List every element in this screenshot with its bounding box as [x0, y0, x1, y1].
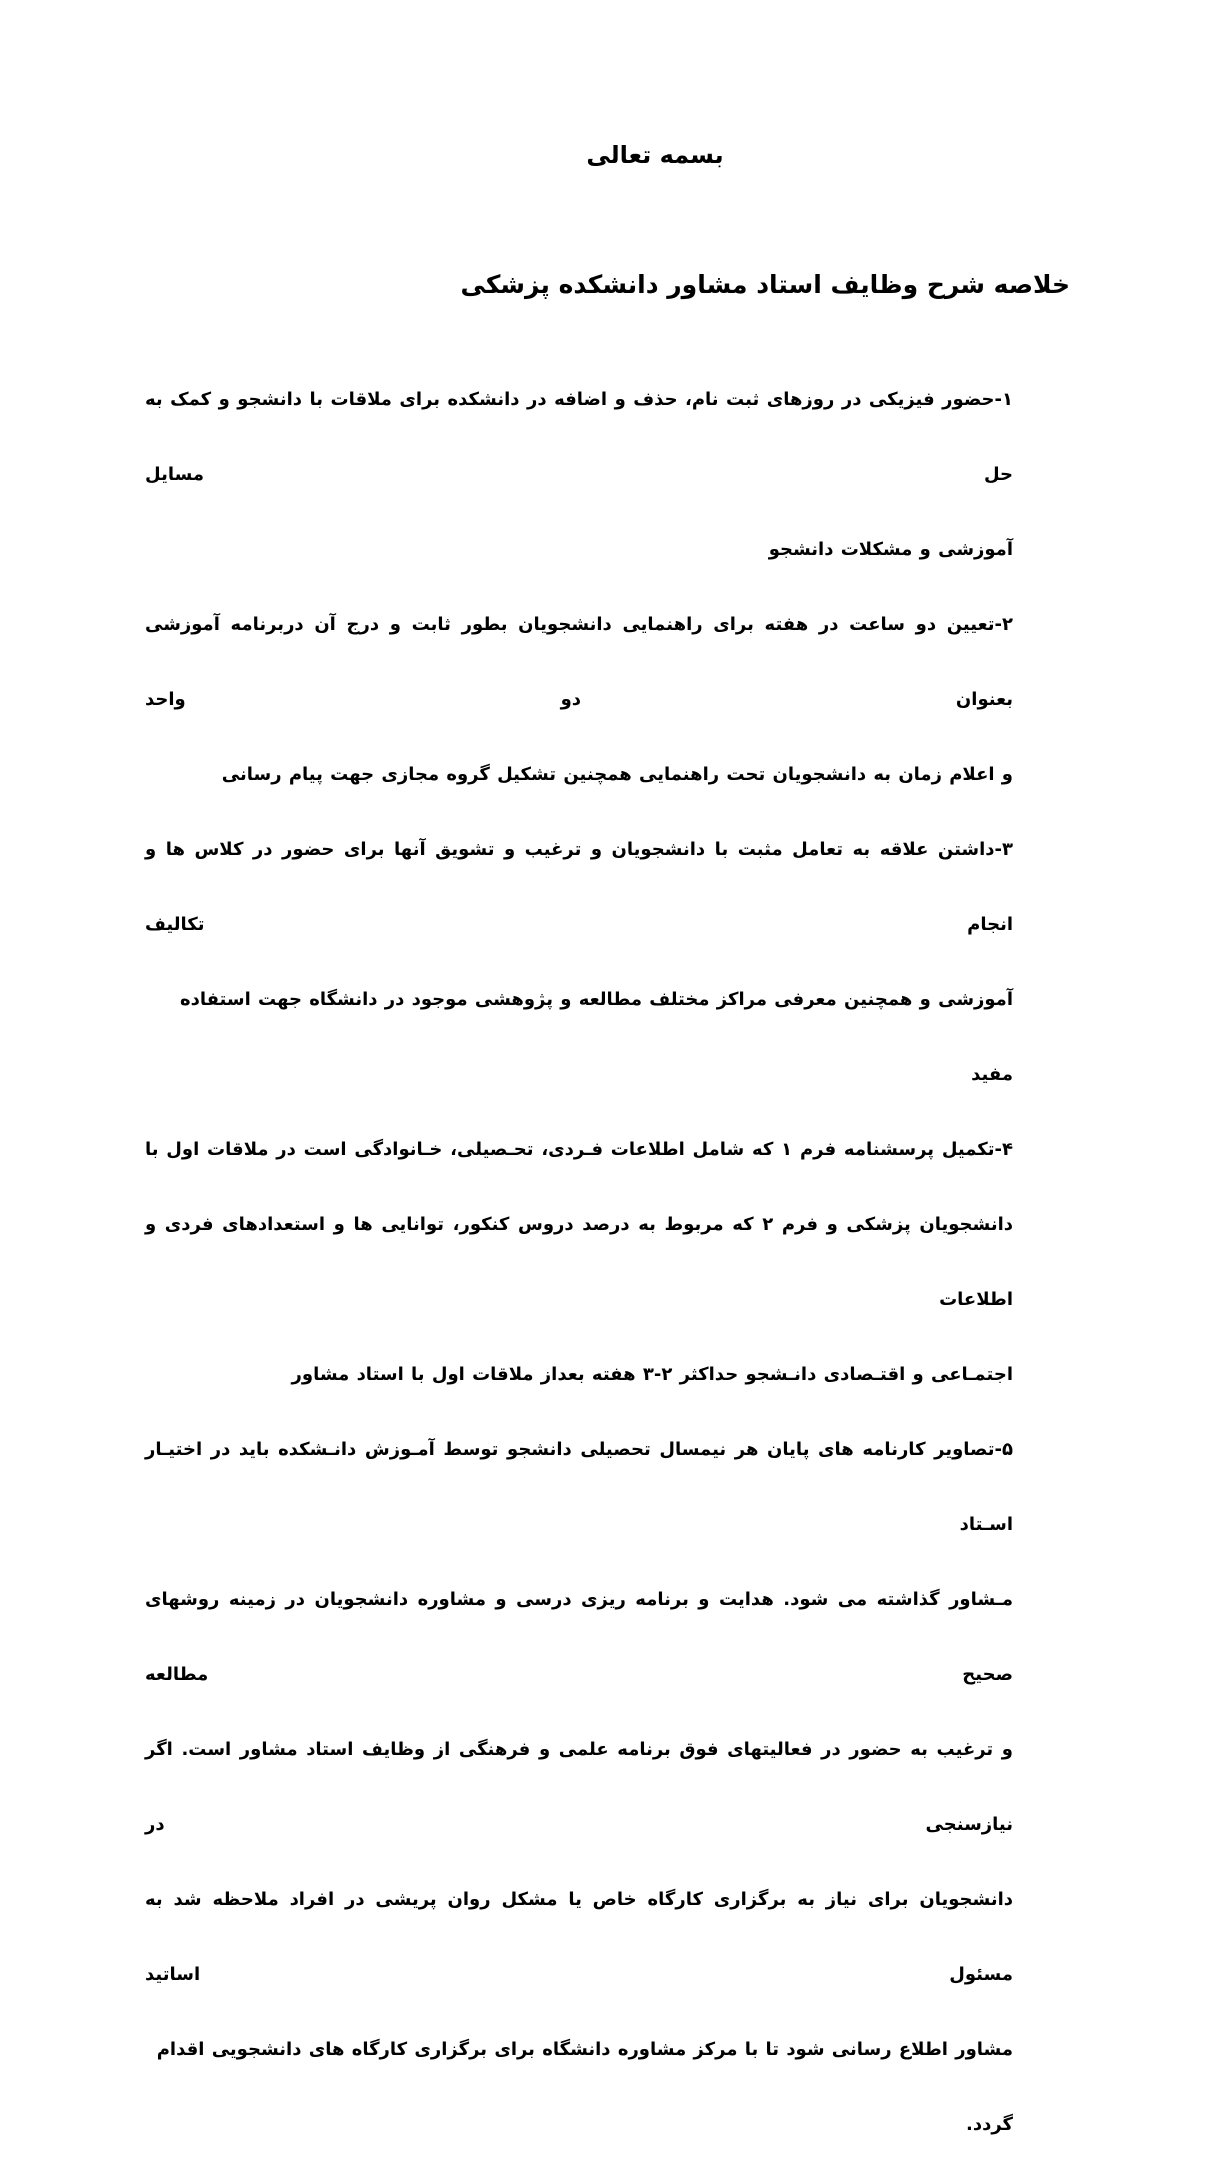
- text-line: ۴-تکمیل پرسشنامه فرم ۱ که شامل اطلاعات فـردی، تحـصیلی، خـانوادگی است در ملاقات اول با: [145, 1139, 1013, 1160]
- text-line: ۲-تعیین دو ساعت در هفته برای راهنمایی دانشجویان بطور ثابت و درج آن دربرنامه آموزشی بعنوان دو واحد: [145, 614, 1013, 710]
- document-page: [0, 140, 1224, 2135]
- text-line: ۵-تصاویر کارنامه های پایان هر نیمسال تحصیلی دانشجو توسط آمـوزش دانـشکده باید در اختیـار اسـتاد: [145, 1439, 1013, 1535]
- text-line: و ترغیب به حضور در فعالیتهای فوق برنامه علمی و فرهنگی از وظایف استاد مشاور است. اگر نیازسنجی در: [145, 1739, 1013, 1835]
- text-line: آموزشی و همچنین معرفی مراکز مختلف مطالعه و پژوهشی موجود در دانشگاه جهت استفاده مفید: [179, 989, 1013, 1085]
- paragraph-5: [145, 1412, 1013, 2162]
- text-line: دانشجویان برای نیاز به برگزاری کارگاه خاص یا مشکل روان پریشی در افراد ملاحظه شد به مسئول اساتید: [145, 1889, 1013, 1985]
- document-body: [145, 362, 1013, 2162]
- paragraph-4: [145, 1112, 1013, 1412]
- paragraph-3: [145, 812, 1013, 1112]
- text-line: و اعلام زمان به دانشجویان تحت راهنمایی همچنین تشکیل گروه مجازی جهت پیام رسانی: [221, 764, 1013, 785]
- text-line: مـشاور گذاشته می شود. هدایت و برنامه ریزی درسی و مشاوره دانشجویان در زمینه روشهای صحیح مطالعه: [145, 1589, 1013, 1685]
- text-line: دانشجویان پزشکی و فرم ۲ که مربوط به درصد دروس کنکور، توانایی ها و استعدادهای فردی و اطلاعات: [145, 1214, 1014, 1310]
- text-line: اجتمـاعی و اقتـصادی دانـشجو حداکثر ۲-۳ هفته بعداز ملاقات اول با استاد مشاور: [291, 1364, 1013, 1385]
- paragraph-2: [145, 587, 1013, 812]
- text-line: ۳-داشتن علاقه به تعامل مثبت با دانشجویان و ترغیب و تشویق آنها برای حضور در کلاس ها و انجام تکالیف: [145, 839, 1013, 935]
- basmala-title: بسمه تعالی: [586, 141, 724, 169]
- text-line: آموزشی و مشکلات دانشجو: [768, 539, 1013, 560]
- document-heading: خلاصه شرح وظایف استاد مشاور دانشکده پزشکی: [460, 270, 1070, 299]
- text-line: مشاور اطلاع رسانی شود تا با مرکز مشاوره دانشگاه برای برگزاری کارگاه های دانشجویی اقدام گردد.: [156, 2039, 1013, 2135]
- paragraph-1: [145, 362, 1013, 587]
- text-line: ۱-حضور فیزیکی در روزهای ثبت نام، حذف و اضافه در دانشکده برای ملاقات با دانشجو و کمک به حل مسایل: [145, 389, 1013, 485]
